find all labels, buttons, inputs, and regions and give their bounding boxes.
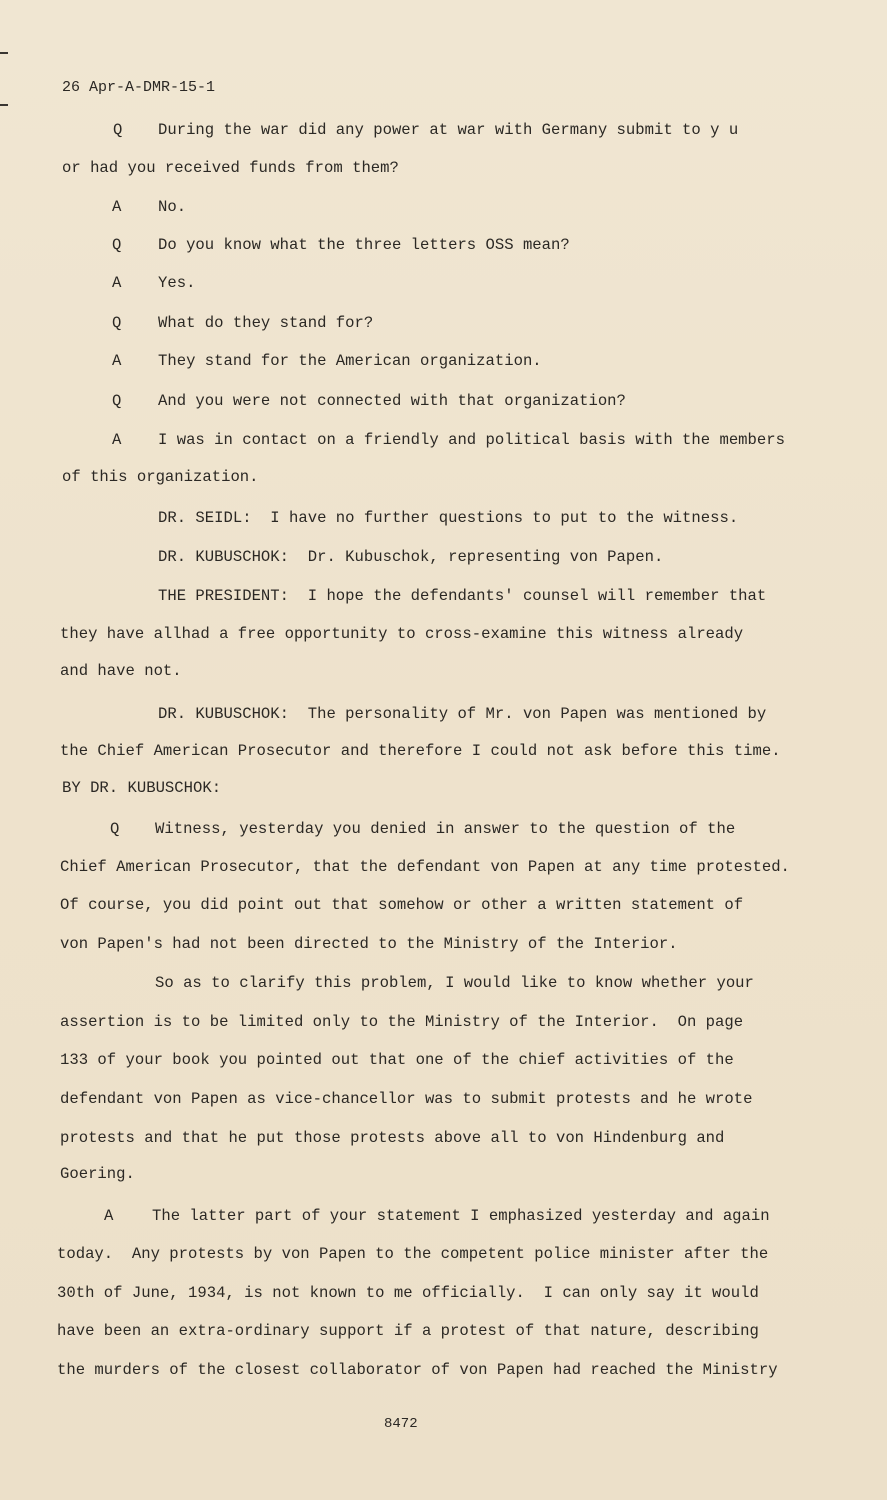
answer-marker: A [104, 1207, 114, 1225]
transcript-line: DR. KUBUSCHOK: The personality of Mr. von Papen was mentioned by [158, 705, 767, 723]
transcript-line: Do you know what the three letters OSS mean? [158, 236, 570, 254]
transcript-line: So as to clarify this problem, I would like to know whether your [155, 974, 754, 992]
answer-marker: A [112, 431, 122, 449]
transcript-line: They stand for the American organization. [158, 352, 542, 370]
page-number: 8472 [384, 1416, 418, 1432]
transcript-line: During the war did any power at war with Germany submit to y u [158, 121, 739, 139]
transcript-line: they have allhad a free opportunity to cross-examine this witness already [60, 625, 744, 643]
transcript-line: the Chief American Prosecutor and therefore I could not ask before this time. [60, 742, 781, 760]
question-marker: Q [112, 236, 122, 254]
transcript-line: Goering. [60, 1165, 135, 1183]
transcript-line: and have not. [60, 662, 182, 680]
transcript-line: of this organization. [62, 468, 259, 486]
answer-marker: A [112, 274, 122, 292]
transcript-line: DR. SEIDL: I have no further questions to put to the witness. [158, 509, 739, 527]
transcript-line: protests and that he put those protests above all to von Hindenburg and [60, 1129, 725, 1147]
transcript-line: What do they stand for? [158, 314, 374, 332]
transcript-line: assertion is to be limited only to the Ministry of the Interior. On page [60, 1013, 744, 1031]
transcript-line: von Papen's had not been directed to the Ministry of the Interior. [60, 935, 678, 953]
edge-mark [0, 52, 8, 54]
transcript-line: have been an extra-ordinary support if a protest of that nature, describing [57, 1322, 759, 1340]
question-marker: Q [113, 121, 123, 139]
transcript-line: The latter part of your statement I emphasized yesterday and again [152, 1207, 770, 1225]
transcript-line: THE PRESIDENT: I hope the defendants' counsel will remember that [158, 587, 767, 605]
answer-marker: A [112, 198, 122, 216]
transcript-line: the murders of the closest collaborator of von Papen had reached the Ministry [57, 1361, 778, 1379]
transcript-line: Witness, yesterday you denied in answer to the question of the [155, 820, 736, 838]
transcript-line: Yes. [158, 274, 196, 292]
transcript-line: or had you received funds from them? [62, 159, 399, 177]
question-marker: Q [110, 820, 120, 838]
question-marker: Q [112, 392, 122, 410]
edge-mark [0, 104, 8, 106]
document-header: 26 Apr-A-DMR-15-1 [62, 79, 216, 96]
transcript-line: No. [158, 198, 187, 216]
transcript-line: today. Any protests by von Papen to the competent police minister after the [57, 1245, 769, 1263]
transcript-line: And you were not connected with that organization? [158, 392, 626, 410]
transcript-line: I was in contact on a friendly and political basis with the members [158, 431, 785, 449]
transcript-line: Chief American Prosecutor, that the defendant von Papen at any time protested. [60, 858, 790, 876]
transcript-line: BY DR. KUBUSCHOK: [62, 779, 222, 797]
transcript-line: 30th of June, 1934, is not known to me officially. I can only say it would [57, 1284, 759, 1302]
answer-marker: A [112, 352, 122, 370]
transcript-line: 133 of your book you pointed out that one of the chief activities of the [60, 1051, 734, 1069]
transcript-line: defendant von Papen as vice-chancellor was to submit protests and he wrote [60, 1090, 753, 1108]
question-marker: Q [112, 314, 122, 332]
transcript-line: DR. KUBUSCHOK: Dr. Kubuschok, representing von Papen. [158, 548, 664, 566]
transcript-line: Of course, you did point out that somehow or other a written statement of [60, 896, 744, 914]
